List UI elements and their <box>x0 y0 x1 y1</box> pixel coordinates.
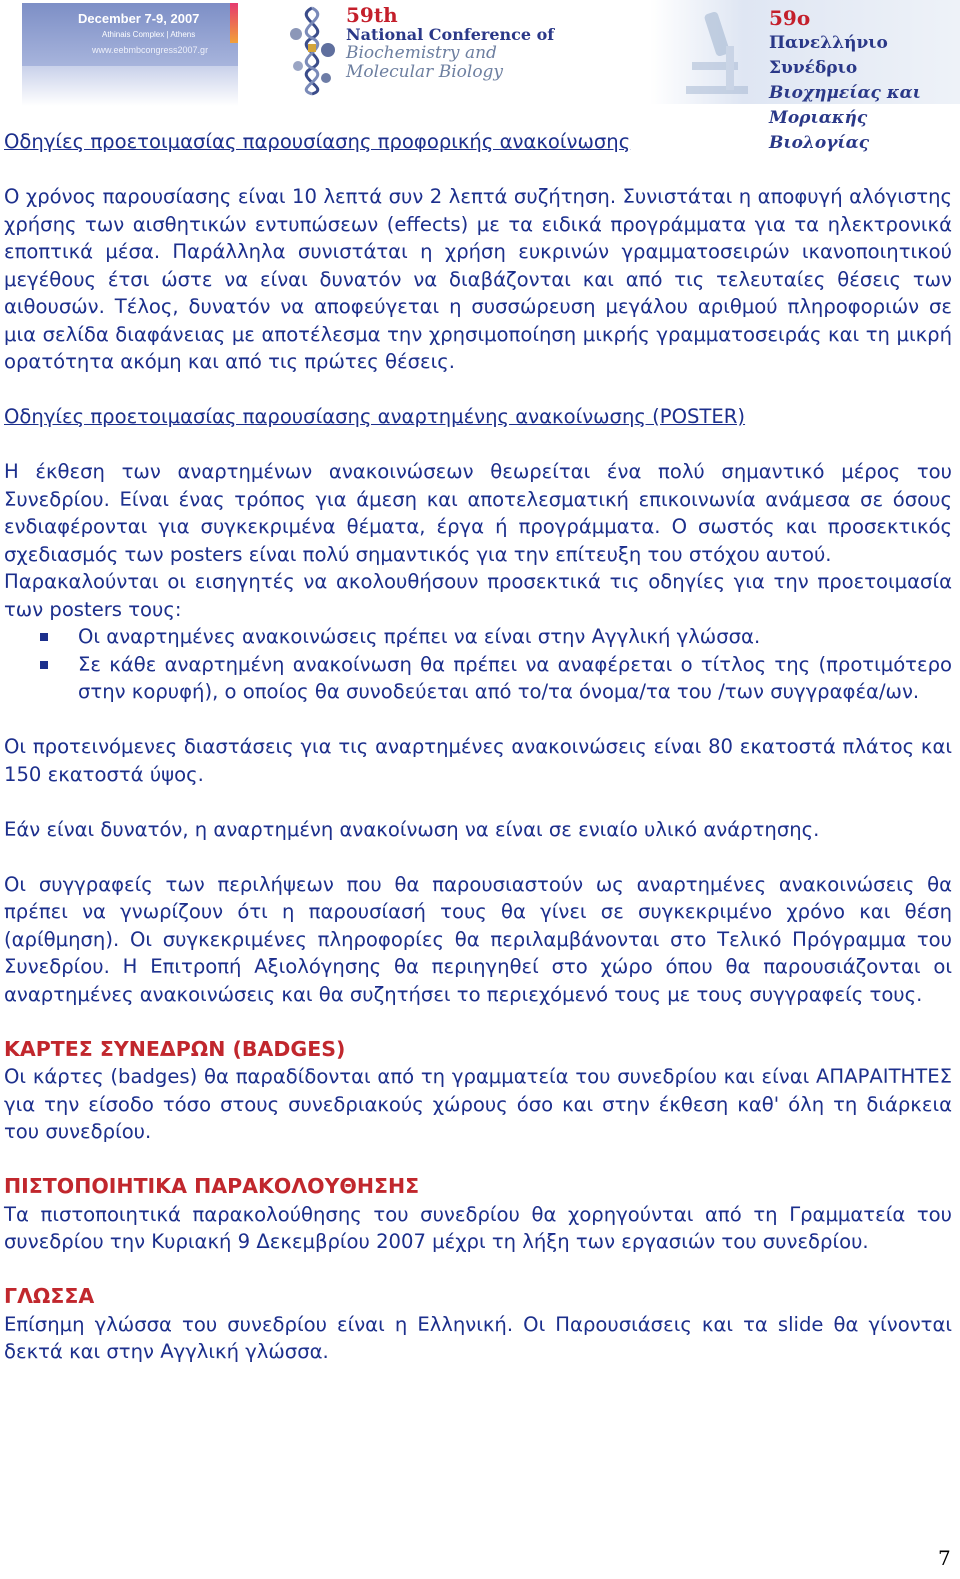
greek-title-line-3: Μοριακής Βιολογίας <box>769 108 870 153</box>
poster-heading: Οδηγίες προετοιμασίας παρουσίασης αναρτημένης ανακοίνωσης (POSTER) <box>4 405 746 428</box>
greek-title-line-2: Βιοχημείας και <box>769 83 921 103</box>
language-text: Επίσημη γλώσσα του συνεδρίου είναι η Ελληνική. Οι Παρουσιάσεις και τα slide θα γίνονται δεκτά και στην Αγγλική γλώσσα. <box>4 1312 952 1363</box>
page-number: 7 <box>938 1546 951 1570</box>
dna-protein-logo-icon <box>282 4 342 96</box>
poster-authors-text: Οι συγγραφείς των περιλήψεων που θα παρουσιαστούν ως αναρτημένες ανακοινώσεις θα πρέπει να γνωρίζουν ότι η παρουσίασή τους θα γίνει σε συγκεκριμένο χρόνο και θέση (αρίθμηση). Οι συγκεκριμένες πληροφορίες θα περιλαμβάνονται στο Τελικό Πρόγραμμα του Συνεδρίου. Η Επιτροπή Αξιολόγησης θα περιηγηθεί στο χώρο όπου θα παρουσιάζονται οι αναρτημένες ανακοινώσεις και θα συζητήσει το περιεχόμενό τους με τους συγγραφείς τους. <box>4 872 952 1006</box>
conference-venue: Athinais Complex | Athens <box>102 30 196 39</box>
english-title-line-1: National Conference of <box>346 25 555 44</box>
banner-fade <box>22 66 238 106</box>
microscope-icon <box>670 6 760 98</box>
date-banner <box>22 3 238 66</box>
greek-title-line-1: Πανελλήνιο Συνέδριο <box>769 33 888 78</box>
english-title <box>346 3 555 82</box>
list-item-text: Σε κάθε αναρτημένη ανακοίνωση θα πρέπει να αναφέρεται ο τίτλος της (προτιμότερο στην κορυφή), ο οποίος θα συνοδεύεται από το/τα όνομα/τα του /των συγγραφέα/ων. <box>78 652 952 703</box>
badges-heading: ΚΑΡΤΕΣ ΣΥΝΕΔΡΩΝ (BADGES) <box>4 1036 346 1061</box>
poster-instructions-text: Παρακαλούνται οι εισηγητές να ακολουθήσουν προσεκτικά τις οδηγίες για την προετοιμασία των posters τους: <box>4 570 952 621</box>
bullet-square-icon <box>40 633 48 641</box>
certificates-text: Τα πιστοποιητικά παρακολούθησης του συνεδρίου θα χορηγούνται από τη Γραμματεία του συνεδρίου την Κυριακή 9 Δεκεμβρίου 2007 μέχρι τη λήξη των εργασιών του συνεδρίου. <box>4 1202 952 1253</box>
english-title-line-2: Biochemistry and <box>346 43 497 63</box>
badges-text: Οι κάρτες (badges) θα παραδίδονται από τη γραμματεία του συνεδρίου και είναι ΑΠΑΡΑΙΤΗΤΕΣ για την είσοδο τόσο στους συνεδριακούς χώρους όσο και στην έκθεση καθ' όλη τη διάρκεια του συνεδρίου. <box>4 1065 952 1143</box>
color-stripe <box>230 3 238 43</box>
conference-number-gr: 59ο <box>769 6 811 30</box>
oral-presentation-heading: Οδηγίες προετοιμασίας παρουσίασης προφορικής ανακοίνωσης <box>4 130 631 153</box>
poster-material-text: Εάν είναι δυνατόν, η αναρτημένη ανακοίνωση να είναι σε ενιαίο υλικό ανάρτησης. <box>4 817 820 841</box>
list-item <box>4 623 952 651</box>
poster-intro-text: Η έκθεση των αναρτημένων ανακοινώσεων θεωρείται ένα πολύ σημαντικό μέρος του Συνεδρίου. Είναι ένας τρόπος για άμεση και αποτελεσματική επικοινωνία ανάμεσα σε όσους ενδιαφέρονται για συγκεκριμένα θέματα, έργα ή προγράμματα. Ο σωστός και προσεκτικός σχεδιασμός των posters είναι πολύ σημαντικός για την επίτευξη του στόχου αυτού. <box>4 460 952 566</box>
certificates-heading: ΠΙΣΤΟΠΟΙΗΤΙΚΑ ΠΑΡΑΚΟΛΟΥΘΗΣΗΣ <box>4 1174 420 1198</box>
document-body <box>4 128 952 1366</box>
bullet-square-icon <box>40 661 48 669</box>
list-item <box>4 651 952 706</box>
list-item-text: Οι αναρτημένες ανακοινώσεις πρέπει να είναι στην Αγγλική γλώσσα. <box>78 625 761 648</box>
oral-presentation-text: Ο χρόνος παρουσίασης είναι 10 λεπτά συν 2 λεπτά συζήτηση. Συνιστάται η αποφυγή αλόγιστης χρήσης των αισθητικών εντυπώσεων (effects) με τα ειδικά προγράμματα για τα ηλεκτρονικά εποπτικά μέσα. Παράλληλα συνιστάται η χρήση ευκρινών γραμματοσειρών ικανοποιητικού μεγέθους έτσι ώστε να είναι δυνατόν να διαβάζονται και από τις τελευταίες θέσεις των αιθουσών. Τέλος, δυνατόν να αποφεύγεται η συσσώρευση μεγάλου αριθμού πληροφοριών σε μια σελίδα διαφάνειας με αποτέλεσμα την χρησιμοποίηση μικρής γραμματοσειράς και τη μικρή ορατότητα ακόμη και από τις πρώτες θέσεις. <box>4 185 952 373</box>
english-title-line-3: Molecular Biology <box>346 62 504 82</box>
poster-requirements-list <box>4 623 952 706</box>
language-heading: ΓΛΩΣΣΑ <box>4 1284 95 1308</box>
conference-website: www.eebmbcongress2007.gr <box>92 45 209 55</box>
conference-date: December 7-9, 2007 <box>78 11 200 26</box>
poster-dimensions-text: Οι προτεινόμενες διαστάσεις για τις αναρτημένες ανακοινώσεις είναι 80 εκατοστά πλάτος και 150 εκατοστά ύψος. <box>4 735 952 786</box>
conference-number-en: 59th <box>346 3 398 27</box>
